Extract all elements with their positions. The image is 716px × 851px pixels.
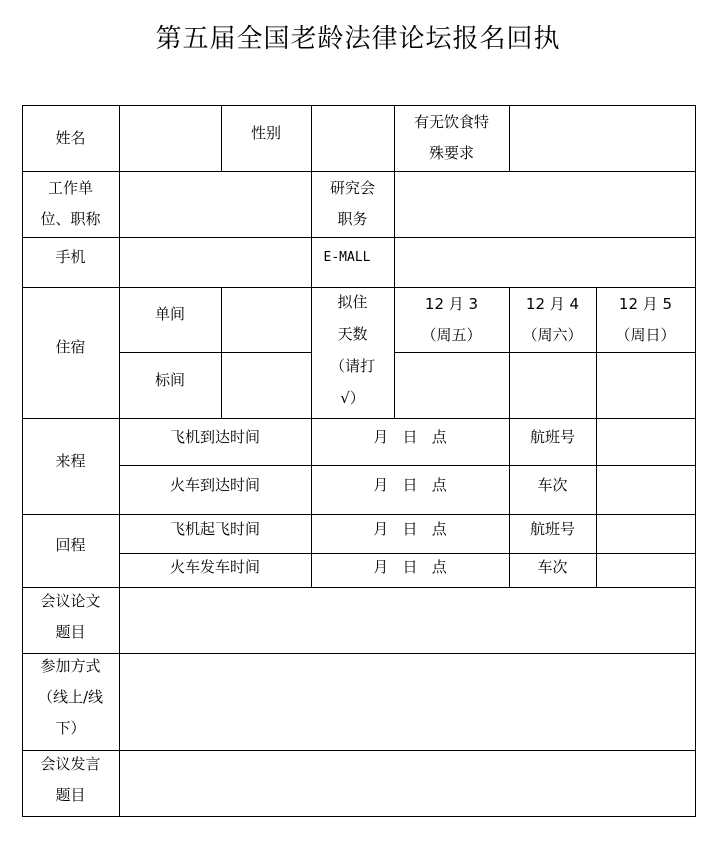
dec5-check[interactable] <box>597 353 695 418</box>
phone-label: 手机 <box>55 247 86 266</box>
flight-no-label: 航班号 <box>529 427 575 446</box>
return-flight-no-field[interactable] <box>597 515 695 553</box>
speech-title-field[interactable] <box>120 751 695 816</box>
work-label-line2: 位、职称 <box>40 210 101 228</box>
society-label-line1: 研究会 <box>329 179 375 197</box>
mode-label-line3: 下） <box>55 718 86 737</box>
train-no-field[interactable] <box>597 466 695 514</box>
name-field[interactable] <box>120 106 221 171</box>
mode-label-line1: 参加方式 <box>40 656 101 675</box>
arrival-label: 来程 <box>55 451 86 470</box>
diet-label-line1: 有无饮食特 <box>413 113 489 131</box>
dec4-date: 12 月 4 <box>525 294 580 313</box>
table-line <box>22 816 696 817</box>
plane-arrive-time[interactable]: 月 日 点 <box>373 427 447 446</box>
return-label: 回程 <box>55 536 86 554</box>
society-label-line2: 职务 <box>337 210 368 228</box>
standard-room-field[interactable] <box>222 353 311 418</box>
single-room-field[interactable] <box>222 288 311 352</box>
diet-label-line2: 殊要求 <box>428 144 474 162</box>
dec3-date: 12 月 3 <box>424 294 479 313</box>
single-room-label: 单间 <box>154 305 185 323</box>
society-field[interactable] <box>395 172 695 237</box>
diet-field[interactable] <box>510 106 695 171</box>
email-field[interactable] <box>395 238 695 287</box>
dec3-check[interactable] <box>395 353 509 418</box>
dec5-weekday: （周日） <box>615 325 676 344</box>
dec3-weekday: （周五） <box>421 325 482 344</box>
phone-field[interactable] <box>120 238 311 287</box>
standard-room-label: 标间 <box>154 370 185 389</box>
gender-field[interactable] <box>312 106 394 171</box>
dec3-label <box>394 287 509 352</box>
mode-field[interactable] <box>120 654 695 750</box>
dec4-label <box>509 287 596 352</box>
train-arrive-label: 火车到达时间 <box>169 475 260 494</box>
speech-label <box>22 747 119 813</box>
work-label-line1: 工作单 <box>47 179 93 197</box>
speech-label-line1: 会议发言 <box>40 755 101 773</box>
dec5-label <box>596 287 695 352</box>
mode-label-line2: （线上/线 <box>37 687 104 706</box>
email-label: E-MALL <box>323 249 371 265</box>
mode-label <box>22 649 119 745</box>
days-label-line1: 拟住 <box>337 293 368 311</box>
work-label <box>22 171 119 237</box>
days-label <box>311 282 394 418</box>
table-line <box>695 105 696 816</box>
lodging-label: 住宿 <box>55 338 86 356</box>
train-depart-label: 火车发车时间 <box>169 557 260 576</box>
plane-depart-label: 飞机起飞时间 <box>169 519 260 538</box>
plane-arrive-label: 飞机到达时间 <box>169 427 260 446</box>
paper-title-field[interactable] <box>120 588 695 653</box>
plane-depart-time[interactable]: 月 日 点 <box>373 519 447 538</box>
days-label-line4: √） <box>340 389 365 407</box>
name-label: 姓名 <box>55 128 86 147</box>
dec5-date: 12 月 5 <box>618 294 673 313</box>
paper-label-line2: 题目 <box>55 623 86 641</box>
paper-label <box>22 584 119 650</box>
train-depart-time[interactable]: 月 日 点 <box>373 557 447 576</box>
days-label-line2: 天数 <box>337 325 368 343</box>
speech-label-line2: 题目 <box>55 786 86 804</box>
dec4-check[interactable] <box>510 353 596 418</box>
flight-no-field[interactable] <box>597 419 695 465</box>
days-label-line3: （请打 <box>329 357 375 375</box>
dec4-weekday: （周六） <box>522 325 583 344</box>
gender-label: 性别 <box>250 123 281 142</box>
diet-label <box>394 105 509 171</box>
society-label <box>311 171 394 237</box>
train-arrive-time[interactable]: 月 日 点 <box>373 475 447 494</box>
paper-label-line1: 会议论文 <box>40 592 101 610</box>
return-train-no-label: 车次 <box>537 557 568 576</box>
return-train-no-field[interactable] <box>597 554 695 587</box>
page-title: 第五届全国老龄法律论坛报名回执 <box>155 24 561 54</box>
return-flight-no-label: 航班号 <box>529 519 575 538</box>
train-no-label: 车次 <box>537 475 568 494</box>
work-field[interactable] <box>120 172 311 237</box>
